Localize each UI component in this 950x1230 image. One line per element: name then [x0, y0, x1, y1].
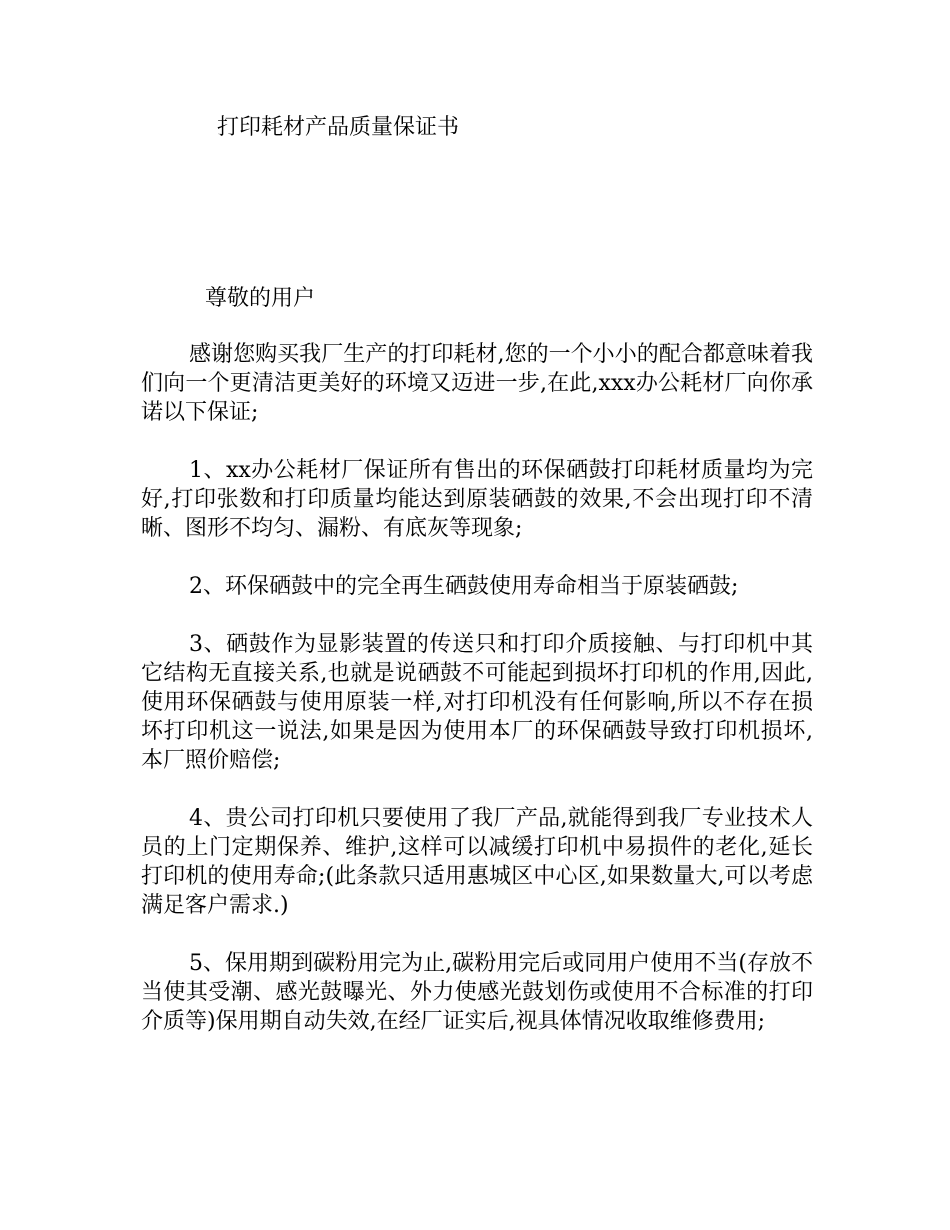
document-title: 打印耗材产品质量保证书 [217, 115, 460, 140]
paragraph-clause-3: 3、硒鼓作为显影装置的传送只和打印介质接触、与打印机中其它结构无直接关系,也就是说硒鼓不可能起到损坏打印机的作用,因此,使用环保硒鼓与使用原装一样,对打印机没有任何影响,所以不存在损坏打印机这一说法,如果是因为使用本厂的环保硒鼓导致打印机损坏,本厂照价赔偿; [141, 632, 813, 773]
document-body [141, 340, 813, 1065]
paragraph-intro: 感谢您购买我厂生产的打印耗材,您的一个小小的配合都意味着我们向一个更清洁更美好的环境又迈进一步,在此,xxx办公耗材厂向你承诺以下保证; [141, 342, 813, 425]
salutation: 尊敬的用户 [205, 286, 316, 311]
paragraph-clause-5: 5、保用期到碳粉用完为止,碳粉用完后或同用户使用不当(存放不当使其受潮、感光鼓曝光、外力使感光鼓划伤或使用不合标准的打印介质等)保用期自动失效,在经厂证实后,视具体情况收取维修费用; [141, 951, 813, 1034]
paragraph-clause-4: 4、贵公司打印机只要使用了我厂产品,就能得到我厂专业技术人员的上门定期保养、维护,这样可以减缓打印机中易损件的老化,延长打印机的使用寿命;(此条款只适用惠城区中心区,如果数量大,可以考虑满足客户需求.) [141, 806, 813, 918]
paragraph-clause-2: 2、环保硒鼓中的完全再生硒鼓使用寿命相当于原装硒鼓; [189, 574, 739, 599]
paragraph-clause-1: 1、xx办公耗材厂保证所有售出的环保硒鼓打印耗材质量均为完好,打印张数和打印质量均能达到原装硒鼓的效果,不会出现打印不清晰、图形不均匀、漏粉、有底灰等现象; [141, 458, 813, 541]
